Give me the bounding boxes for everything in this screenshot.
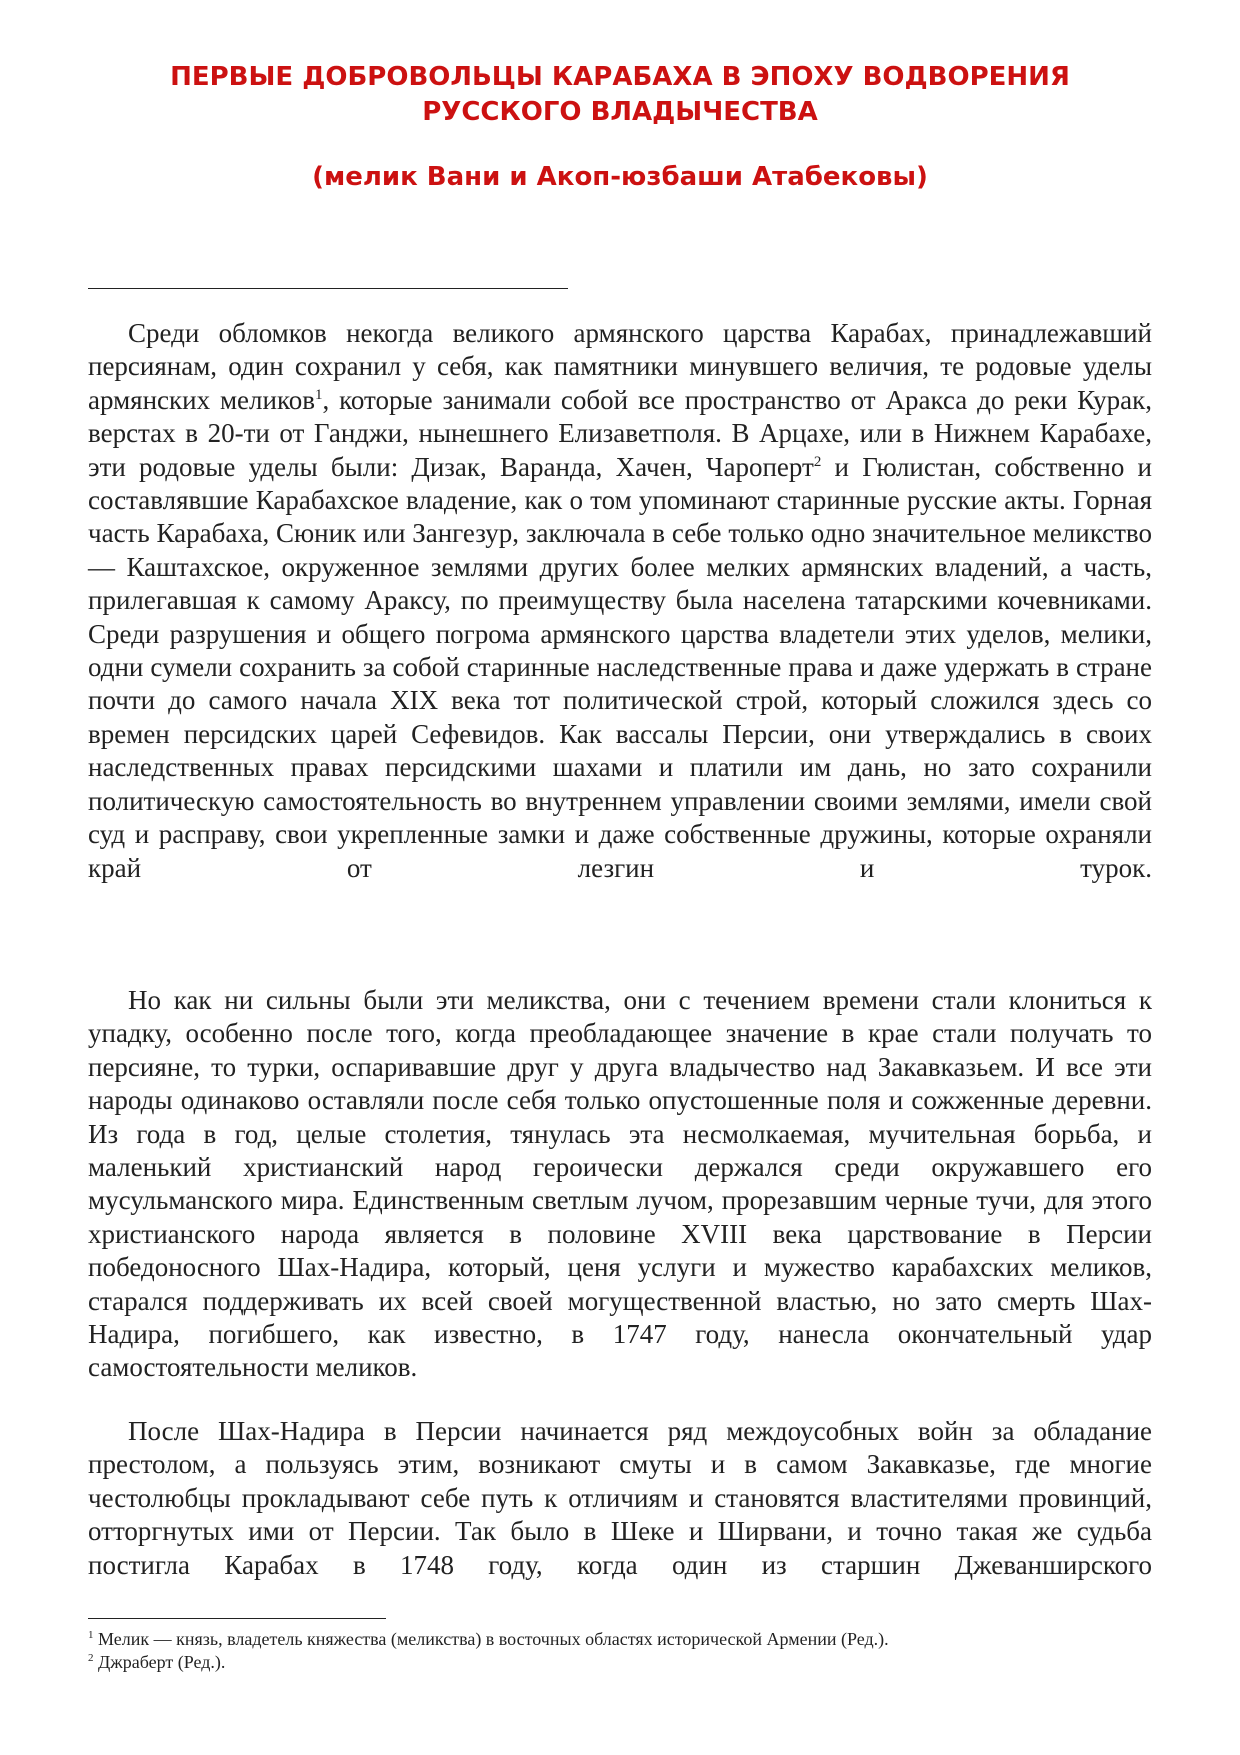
paragraph-3: После Шах-Надира в Персии начинается ряд междоусобных войн за обладание престолом, а пользуясь этим, возникают смуты и в самом Закавказье, где многие честолюбцы прокладывают себе путь к отличиям и становятся властителями провинций, отторгнутых ими от Персии. Так было в Шеке и Ширвани, и точно такая же судьба постигла Карабах в 1748 году, когда один из старшин Джеванширского: [88, 1416, 1152, 1580]
paragraph-1-part-b: , которые занимали собой все пространство от Аракса до реки Курак, верстах в 20-ти от Ганджи, нынешнего Елизаветполя. В Арцахе, или в Нижнем Карабахе, эти родовые уделы были: Дизак, Варанда, Хачен, Чароперт: [88, 384, 1152, 482]
document-title: [100, 60, 1140, 130]
title-line-1: ПЕРВЫЕ ДОБРОВОЛЬЦЫ КАРАБАХА В ЭПОХУ ВОДВОРЕНИЯ: [170, 62, 1070, 92]
footnote-divider: [88, 1618, 386, 1619]
footnote-2-mark: 2: [88, 1652, 94, 1664]
footnote-1: [88, 1628, 1152, 1651]
footnotes: [88, 1628, 1152, 1674]
footnote-2-text: Джраберт (Ред.).: [93, 1652, 226, 1672]
footnote-1-text: Мелик — князь, владетель княжества (меликства) в восточных областях исторической Армении (Ред.).: [93, 1629, 889, 1649]
paragraph-1-part-c: и Гюлистан, собственно и составлявшие Карабахское владение, как о том упоминают старинные русские акты. Горная часть Карабаха, Сюник или Зангезур, заключала в себе только одно значительное меликство — Каштахское, окруженное землями других более мелких армянских владений, а часть, прилегавшая к самому Араксу, по преимуществу была населена татарскими кочевниками. Среди разрушения и общего погрома армянского царства владетели этих уделов, мелики, одни сумели сохранить за собой старинные наследственные права и даже удержать в стране почти до самого начала XIX века тот политической строй, который сложился здесь со времен персидских царей Сефевидов. Как вассалы Персии, они утверждались в своих наследственных правах персидскими шахами и платили им дань, но зато сохранили политическую самостоятельность во внутреннем управлении своими землями, имели свой суд и расправу, свои укрепленные замки и даже собственные дружины, которые охраняли край от лезгин и турок.: [88, 451, 1152, 883]
footnote-ref-1[interactable]: 1: [314, 386, 323, 403]
paragraph-2: Но как ни сильны были эти меликства, они с течением времени стали клониться к упадку, особенно после того, когда преобладающее значение в крае стали получать то персияне, то турки, оспаривавшие друг у друга владычество над Закавказьем. И все эти народы одинаково оставляли после себя только опустошенные поля и сожженные деревни. Из года в год, целые столетия, тянулась эта несмолкаемая, мучительная борьба, и маленький христианский народ героически держался среди окружавшего его мусульманского мира. Единственным светлым лучом, прорезавшим черные тучи, для этого христианского народа является в половине XVIII века царствование в Персии победоносного Шах-Надира, который, ценя услуги и мужество карабахских меликов, старался поддерживать их всей своей могущественной властью, но зато смерть Шах-Надира, погибшего, как известно, в 1747 году, нанесла окончательный удар самостоятельности меликов.: [88, 985, 1152, 1383]
document-subtitle: (мелик Вани и Акоп-юзбаши Атабековы): [312, 162, 928, 192]
title-line-2: РУССКОГО ВЛАДЫЧЕСТВА: [422, 97, 818, 127]
footnote-2: [88, 1651, 1152, 1674]
header-divider: [88, 288, 568, 289]
paragraph-1: [88, 317, 1152, 885]
footnote-1-mark: 1: [88, 1629, 94, 1641]
footnote-ref-2[interactable]: 2: [813, 453, 822, 470]
paragraph-1-part-a: Среди обломков некогда великого армянского царства Карабах, принадлежавший персиянам, один сохранил у себя, как памятники минувшего величия, те родовые уделы армянских меликов: [88, 318, 1152, 415]
